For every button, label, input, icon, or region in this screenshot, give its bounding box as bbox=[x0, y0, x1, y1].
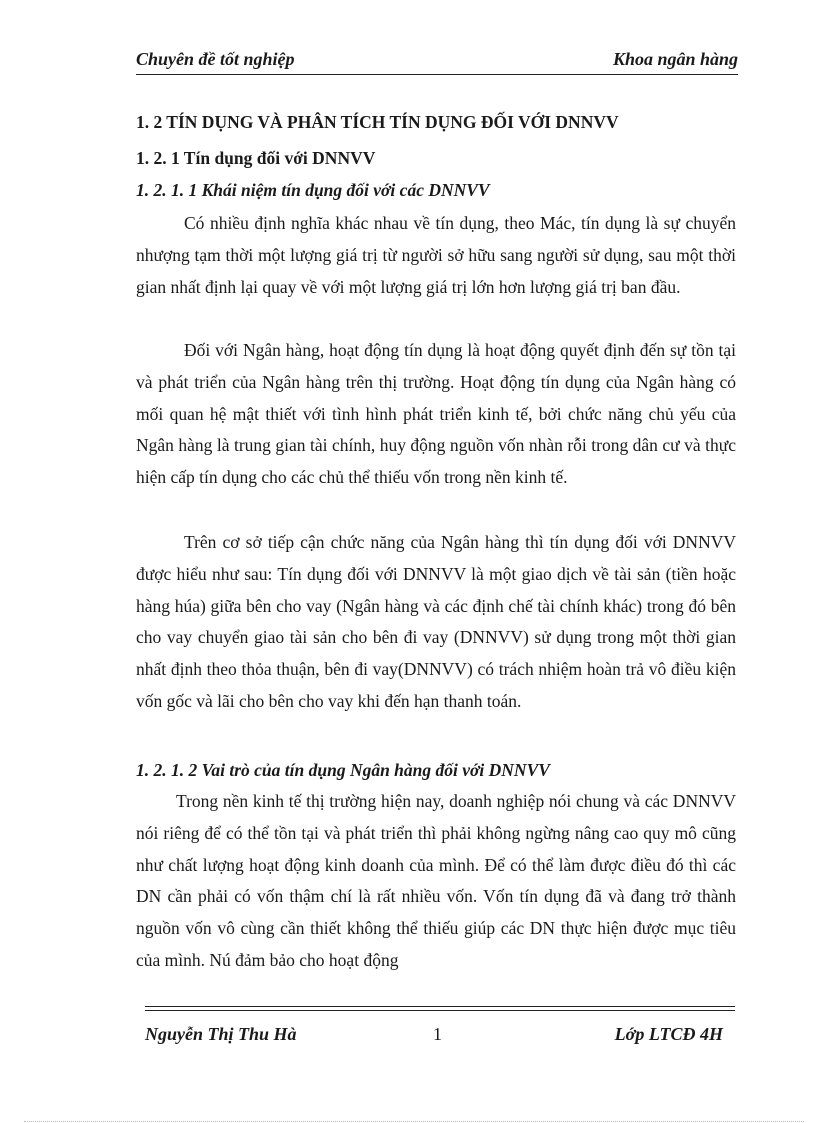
header-title: Chuyên đề tốt nghiệp bbox=[136, 49, 295, 69]
subsection-heading: 1. 2. 1 Tín dụng đối với DNNVV bbox=[136, 148, 376, 168]
footer-divider bbox=[145, 1006, 735, 1007]
page-number: 1 bbox=[433, 1024, 442, 1044]
header-department: Khoa ngân hàng bbox=[612, 49, 738, 69]
page-footer bbox=[145, 1024, 735, 1048]
subsubsection-heading-concept: 1. 2. 1. 1 Khái niệm tín dụng đối với các DNNVV bbox=[136, 180, 490, 200]
page-boundary bbox=[24, 1121, 804, 1122]
page-header bbox=[136, 48, 738, 75]
paragraph-role: Trong nền kinh tế thị trường hiện nay, doanh nghiệp nói chung và các DNNVV nói riêng để có thể tồn tại và phát triển thì phải không ngừng nâng cao quy mô cũng như chất lượng hoạt động kinh doanh của mình. Để có thể làm được điều đó thì các DN cần phải có vốn thậm chí là rất nhiều vốn. Vốn tín dụng đã và đang trở thành nguồn vốn vô cùng cần thiết không thể thiếu giúp các DN thực hiện được mục tiêu của mình. Nú đảm bảo cho hoạt động bbox=[136, 791, 736, 970]
footer-class: Lớp LTCĐ 4H bbox=[614, 1024, 723, 1044]
paragraph-bank-credit: Đối với Ngân hàng, hoạt động tín dụng là hoạt động quyết định đến sự tồn tại và phát triển của Ngân hàng trên thị trường. Hoạt động tín dụng của Ngân hàng có mối quan hệ mật thiết với tình hình phát triển kinh tế, bởi chức năng chủ yếu của Ngân hàng là trung gian tài chính, huy động nguồn vốn nhàn rỗi trong dân cư và thực hiện cấp tín dụng cho các chủ thể thiếu vốn trong nền kinh tế. bbox=[136, 340, 736, 488]
paragraph-sme-credit: Trên cơ sở tiếp cận chức năng của Ngân hàng thì tín dụng đối với DNNVV được hiểu như sau: Tín dụng đối với DNNVV là một giao dịch về tài sản (tiền hoặc hàng húa) giữa bên cho vay (Ngân hàng và các định chế tài chính khác) trong đó bên cho vay chuyển giao tài sản cho bên đi vay (DNNVV) sử dụng trong một thời gian nhất định theo thỏa thuận, bên đi vay(DNNVV) có trách nhiệm hoàn trả vô điều kiện vốn gốc và lãi cho bên cho vay khi đến hạn thanh toán. bbox=[136, 532, 736, 711]
footer-author: Nguyễn Thị Thu Hà bbox=[145, 1024, 297, 1044]
subsubsection-heading-role: 1. 2. 1. 2 Vai trò của tín dụng Ngân hàng đối với DNNVV bbox=[136, 760, 550, 780]
footer-divider bbox=[145, 1010, 735, 1011]
section-heading: 1. 2 TÍN DỤNG VÀ PHÂN TÍCH TÍN DỤNG ĐỐI VỚI DNNVV bbox=[136, 112, 619, 132]
paragraph-definition: Có nhiều định nghĩa khác nhau về tín dụng, theo Mác, tín dụng là sự chuyển nhượng tạm thời một lượng giá trị từ người sở hữu sang người sử dụng, sau một thời gian nhất định lại quay về với một lượng giá trị lớn hơn lượng giá trị ban đầu. bbox=[136, 213, 736, 297]
